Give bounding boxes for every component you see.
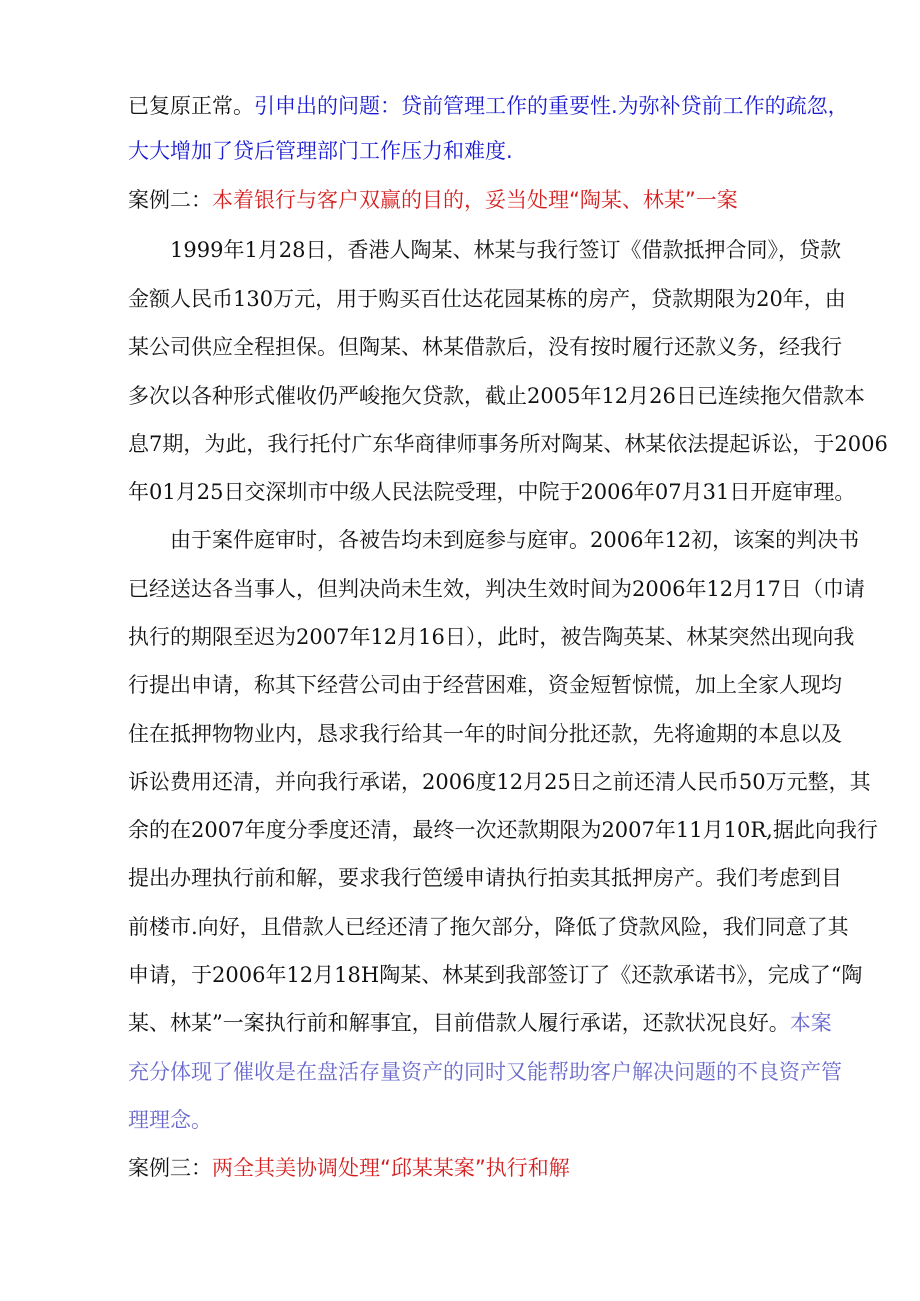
para3-line-10: 申请，于2006年12月18H陶某、林某到我部签订了《还款承诺书》，完成了“陶 xyxy=(128,963,863,987)
para3-line-9: 前楼市.向好，且借款人已经还清了拖欠部分，降低了贷款风险，我们同意了其 xyxy=(128,915,849,939)
para1-highlight-text: 引申出的问题：贷前管理工作的重要性.为弥补贷前工作的疏忽， xyxy=(254,94,849,118)
case3-title: 两全其美协调处理“邱某某案”执行和解 xyxy=(212,1156,570,1180)
para2-line-4: 多次以各种形式催收仍严峻拖欠贷款，截止2005年12月26日已连续拖欠借款本 xyxy=(128,384,865,408)
case2-label: 案例二： xyxy=(128,188,212,212)
case3-heading xyxy=(0,1148,920,1188)
para3-line-2: 已经送达各当事人，但判决尚未生效，判决生效时间为2006年12月17日（巾请 xyxy=(128,577,865,601)
para3-line-1: 由于案件庭审时，各被告均未到庭参与庭审。2006年12初，该案的判决书 xyxy=(170,528,860,552)
para3-last-highlight-text: 本案 xyxy=(789,1011,832,1035)
case2-heading xyxy=(0,180,920,220)
para2-line-1: 1999年1月28日，香港人陶某、林某与我行签订《借款抵押合同》，贷款 xyxy=(170,238,842,262)
para3-last-plain-text: 某、林某”一案执行前和解事宜，目前借款人履行承诺，还款状况良好。 xyxy=(128,1011,790,1035)
para2-line-6: 年01月25日交深圳市中级人民法院受理，中院于2006年07月31日开庭审理。 xyxy=(128,480,856,504)
para3-line-4: 行提出申请，称其下经营公司由于经营困难，资金短暂惊慌，加上全家人现均 xyxy=(128,673,842,697)
para2-line-5: 息7期，为此，我行托付广东华商律师事务所对陶某、林某依法提起诉讼，于2006 xyxy=(128,432,888,456)
para3-line-12: 充分体现了催收是在盘活存量资产的同时又能帮助客户解决问题的不良资产管 xyxy=(128,1060,842,1084)
para2-line-3: 某公司供应全程担保。但陶某、林某借款后，没有按时履行还款义务，经我行 xyxy=(128,335,842,359)
case3-label: 案例三： xyxy=(128,1156,212,1180)
para3-line-5: 住在抵押物物业内，恳求我行给其一年的时间分批还款，先将逾期的本息以及 xyxy=(128,722,842,746)
para2-line-2: 金额人民币130万元，用于购买百仕达花园某栋的房产，贷款期限为20年，由 xyxy=(128,287,846,311)
para3-line-13: 理理念。 xyxy=(128,1108,212,1132)
para3-line-8: 提出办理执行前和解，要求我行笆缓申请执行拍卖其抵押房产。我们考虑到目 xyxy=(128,866,842,890)
case2-title: 本着银行与客户双赢的目的，妥当处理“陶某、林某”一案 xyxy=(212,188,738,212)
para3-line-3: 执行的期限至迟为2007年12月16日），此时，被告陶英某、林某突然出现向我 xyxy=(128,625,855,649)
para3-line-7: 余的在2007年度分季度还清，最终一次还款期限为2007年11月10R,据此向我行 xyxy=(128,818,878,842)
para1-line-2: 大大增加了贷后管理部门工作压力和难度. xyxy=(128,139,513,163)
para3-line-11 xyxy=(0,1003,920,1043)
para1-plain-text: 已复原正常。 xyxy=(128,94,254,118)
para3-line-6: 诉讼费用还清，并向我行承诺，2006度12月25日之前还清人民币50万元整，其 xyxy=(128,770,871,794)
para1-line-1 xyxy=(0,86,920,126)
